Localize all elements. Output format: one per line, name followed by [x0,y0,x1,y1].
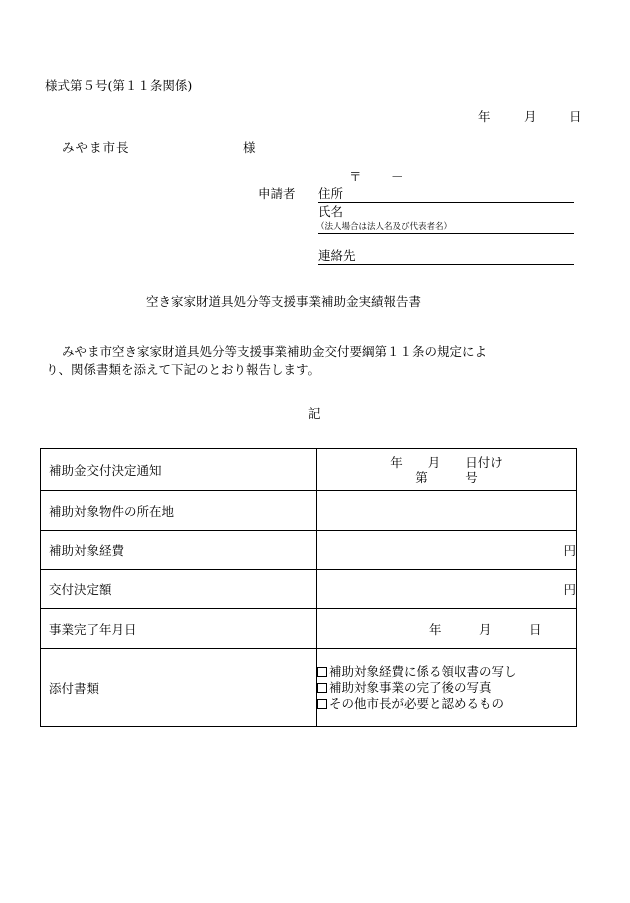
form-number: 様式第５号(第１１条関係) [45,78,193,93]
date-year: 年 [478,109,491,124]
table-row [41,570,577,609]
name-label: 氏名 [318,204,344,219]
name-underline [318,233,574,234]
row-label: 事業完了年月日 [41,609,317,649]
notice-number-line: 第 号 [415,469,478,485]
table-row [41,649,577,727]
attachment-item[interactable]: その他市長が必要と認めるもの [317,696,576,712]
table-row [41,449,577,491]
checkbox-icon[interactable] [317,699,327,709]
postal-dash: － [391,169,404,184]
grant-amount-field[interactable] [317,570,577,609]
completion-date-text: 年 月 日 [429,621,542,637]
address-underline [318,202,574,203]
addressee-honorific: 様 [243,140,256,155]
document-title: 空き家家財道具処分等支援事業補助金実績報告書 [146,294,422,309]
ki-heading: 記 [308,406,321,421]
row-label: 補助対象経費 [41,531,317,570]
table-row [41,531,577,570]
property-location-field[interactable] [317,491,577,531]
date-month: 月 [524,109,537,124]
body-text-line2: り、関係書類を添えて下記のとおり報告します。 [46,362,321,377]
notice-date-line: 年 月 日付け [390,454,503,470]
date-day: 日 [569,109,582,124]
corp-note: （法人場合は法人名及び代表者名） [316,222,453,232]
yen-unit: 円 [563,543,576,558]
row-label: 交付決定額 [41,570,317,609]
row-label: 補助対象物件の所在地 [41,491,317,531]
contact-underline [318,264,574,265]
address-label: 住所 [318,186,344,201]
postal-mark: 〒 [349,169,362,184]
decision-notice-field[interactable] [317,449,577,491]
attachment-item[interactable]: 補助対象経費に係る領収書の写し [317,664,576,680]
yen-unit: 円 [563,582,576,597]
attachments-field [317,649,577,727]
completion-date-field[interactable] [317,609,577,649]
row-label: 添付書類 [41,649,317,727]
addressee-name: みやま市長 [62,140,130,155]
attachment-item[interactable]: 補助対象事業の完了後の写真 [317,680,576,696]
contact-label: 連絡先 [318,248,356,263]
row-label: 補助金交付決定通知 [41,449,317,491]
checkbox-icon[interactable] [317,667,327,677]
table-row [41,491,577,531]
report-table [40,448,577,727]
body-text-line1: みやま市空き家家財道具処分等支援事業補助金交付要綱第１１条の規定によ [62,344,488,359]
checkbox-icon[interactable] [317,683,327,693]
table-row [41,609,577,649]
applicant-label: 申請者 [258,186,296,201]
eligible-cost-field[interactable] [317,531,577,570]
